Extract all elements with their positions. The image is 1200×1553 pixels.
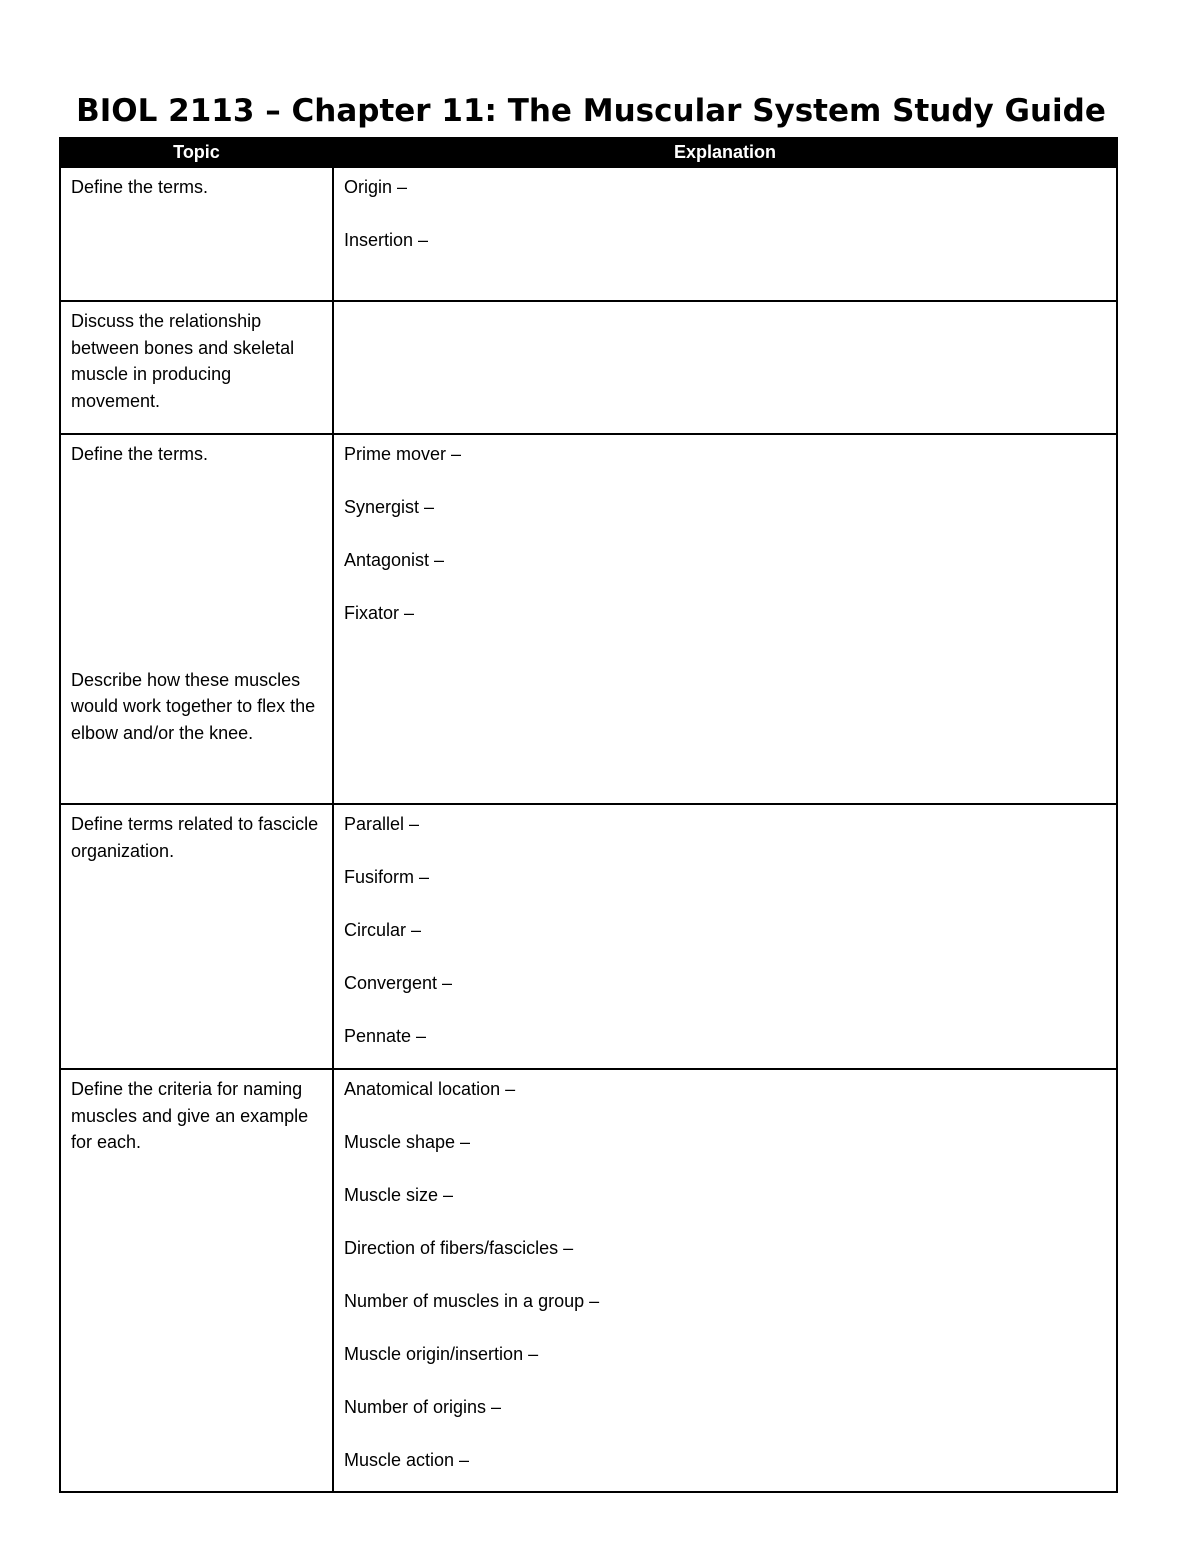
term-label: Synergist – xyxy=(344,497,435,517)
term-label: Muscle shape – xyxy=(344,1132,471,1152)
topic-text: Define the terms. xyxy=(71,177,209,197)
explanation-cell[interactable] xyxy=(333,167,1117,301)
study-guide-table xyxy=(59,137,1118,1493)
term-label: Convergent – xyxy=(344,973,453,993)
term-label: Fixator – xyxy=(344,603,415,623)
term-label: Antagonist – xyxy=(344,550,445,570)
topic-text: Discuss the relationship between bones and skeletal muscle in producing movement. xyxy=(71,311,295,411)
table-header-row xyxy=(60,138,1117,167)
table-row xyxy=(60,804,1117,1069)
term-label: Number of muscles in a group – xyxy=(344,1291,600,1311)
topic-cell xyxy=(60,301,333,434)
term-label: Insertion – xyxy=(344,230,429,250)
table-row xyxy=(60,301,1117,434)
topic-cell xyxy=(60,167,333,301)
table-row xyxy=(60,434,1117,804)
explanation-cell[interactable] xyxy=(333,301,1117,434)
explanation-cell[interactable] xyxy=(333,1069,1117,1492)
topic-column-header: Topic xyxy=(60,138,333,167)
topic-text: Describe how these muscles would work together to flex the elbow and/or the knee. xyxy=(71,669,316,743)
term-label: Fusiform – xyxy=(344,867,430,887)
topic-text: Define the criteria for naming muscles and give an example for each. xyxy=(71,1079,309,1152)
term-label: Anatomical location – xyxy=(344,1079,516,1099)
term-label: Circular – xyxy=(344,920,422,940)
page-title: BIOL 2113 – Chapter 11: The Muscular System Study Guide xyxy=(76,93,1106,129)
term-label: Muscle origin/insertion – xyxy=(344,1344,539,1364)
topic-cell xyxy=(60,804,333,1069)
table-row xyxy=(60,167,1117,301)
table-row xyxy=(60,1069,1117,1492)
term-label: Prime mover – xyxy=(344,444,462,464)
term-label: Parallel – xyxy=(344,814,420,834)
term-label: Origin – xyxy=(344,177,408,197)
topic-text: Define terms related to fascicle organization. xyxy=(71,814,319,861)
term-label: Muscle action – xyxy=(344,1450,470,1470)
topic-cell xyxy=(60,1069,333,1492)
term-label: Direction of fibers/fascicles – xyxy=(344,1238,574,1258)
explanation-cell[interactable] xyxy=(333,804,1117,1069)
term-label: Pennate – xyxy=(344,1026,427,1046)
explanation-cell[interactable] xyxy=(333,434,1117,804)
term-label: Number of origins – xyxy=(344,1397,502,1417)
term-label: Muscle size – xyxy=(344,1185,454,1205)
topic-cell xyxy=(60,434,333,804)
explanation-column-header: Explanation xyxy=(333,138,1117,167)
topic-text: Define the terms. xyxy=(71,444,209,464)
